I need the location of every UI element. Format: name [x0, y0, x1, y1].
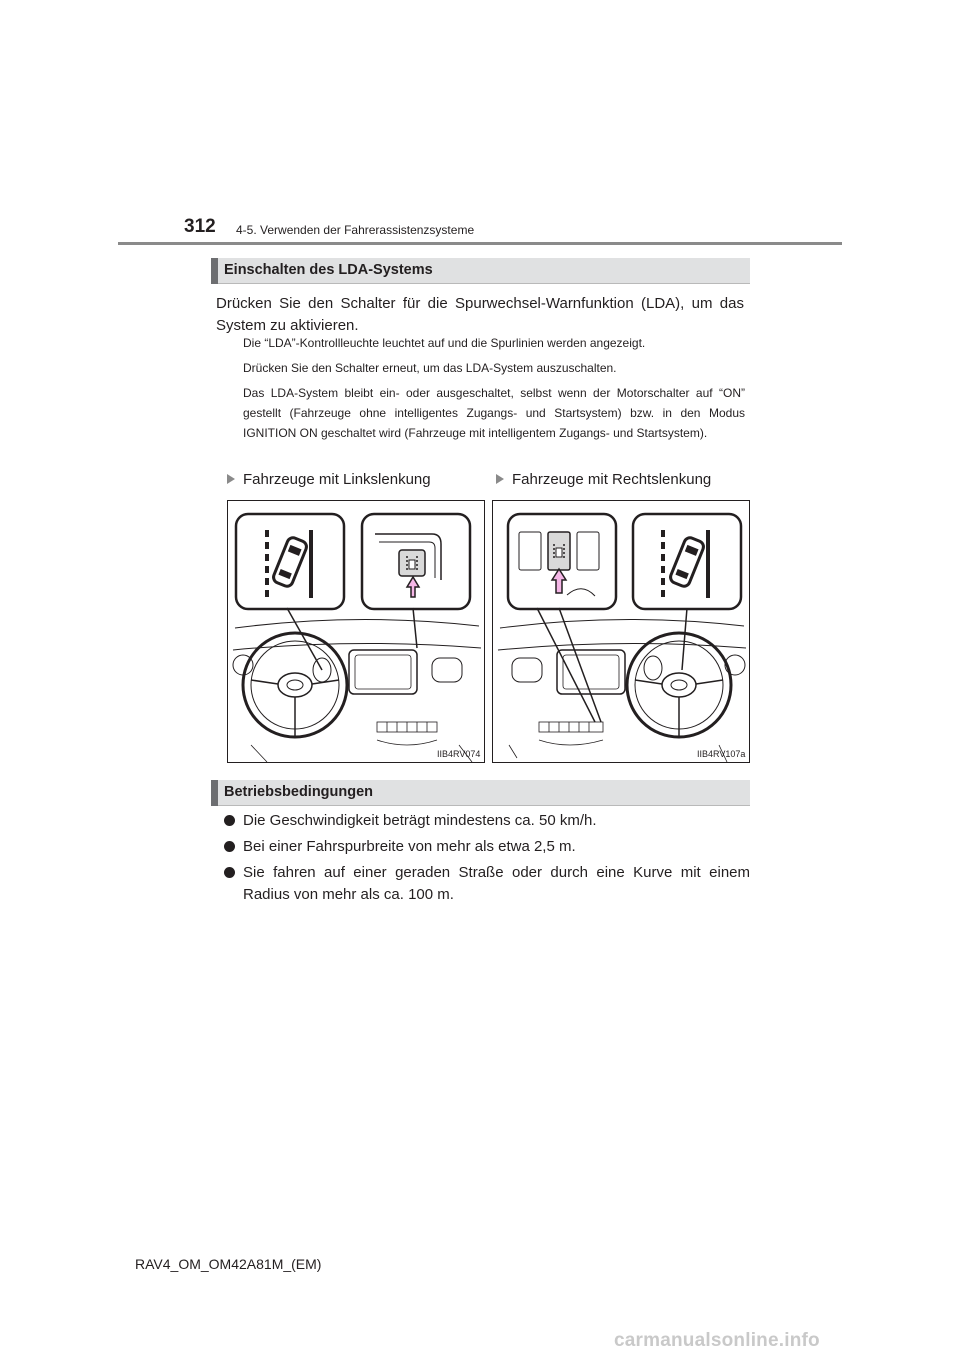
- section-title: Betriebsbedingungen: [224, 784, 374, 800]
- bullet-icon: [224, 841, 235, 852]
- center-display: [349, 650, 417, 694]
- note-text: Die “LDA”-Kontrollleuchte leuchtet auf und die Spurlinien werden angezeigt.: [243, 336, 646, 350]
- instruction-text: Drücken Sie den Schalter für die Spurwechsel-Warnfunktion (LDA), um das System zu aktivieren.: [216, 295, 744, 334]
- section-marker: [211, 258, 218, 284]
- section-heading-operating-conditions: [211, 780, 750, 806]
- left-panel-illustration: [233, 514, 481, 762]
- triangle-icon: [227, 474, 235, 484]
- bullet-icon: [224, 867, 235, 878]
- lda-switch-illustration: [227, 500, 750, 763]
- page-number: 312: [184, 216, 216, 237]
- note-text: Drücken Sie den Schalter erneut, um das LDA-System auszuschalten.: [243, 361, 617, 375]
- figure-caption-left: Fahrzeuge mit Linkslenkung: [227, 471, 431, 488]
- section-heading-lda-on: [211, 258, 750, 284]
- chapter-header: 4-5. Verwenden der Fahrerassistenzsysteme: [236, 223, 475, 237]
- section-marker: [211, 780, 218, 806]
- document-code: RAV4_OM_OM42A81M_(EM): [135, 1256, 322, 1272]
- condition-item: Sie fahren auf einer geraden Straße oder durch eine Kurve mit einem Radius von mehr als ca. 100 m.: [224, 862, 750, 906]
- center-display: [557, 650, 625, 694]
- condition-item: Bei einer Fahrspurbreite von mehr als etwa 2,5 m.: [224, 836, 750, 858]
- bullet-icon: [224, 815, 235, 826]
- triangle-icon: [496, 474, 504, 484]
- right-panel-illustration: [498, 514, 746, 762]
- figure-code-right: IIB4RV107a: [697, 749, 746, 759]
- section-title: Einschalten des LDA-Systems: [224, 262, 433, 278]
- figure-caption-right: Fahrzeuge mit Rechtslenkung: [496, 471, 711, 488]
- condition-item: Die Geschwindigkeit beträgt mindestens ca. 50 km/h.: [224, 810, 750, 832]
- figure-code-left: IIB4RV074: [437, 749, 481, 759]
- watermark: carmanualsonline.info: [614, 1330, 820, 1351]
- header-rule: [118, 242, 842, 245]
- note-text: Das LDA-System bleibt ein- oder ausgeschaltet, selbst wenn der Motorschalter auf “ON” gestellt (Fahrzeuge ohne intelligentes Zugangs- und Startsystem) bzw. in den Modus IGNITION ON geschaltet wird (Fahrzeuge mit intelligentem Zugangs- und Startsystem).: [243, 386, 745, 440]
